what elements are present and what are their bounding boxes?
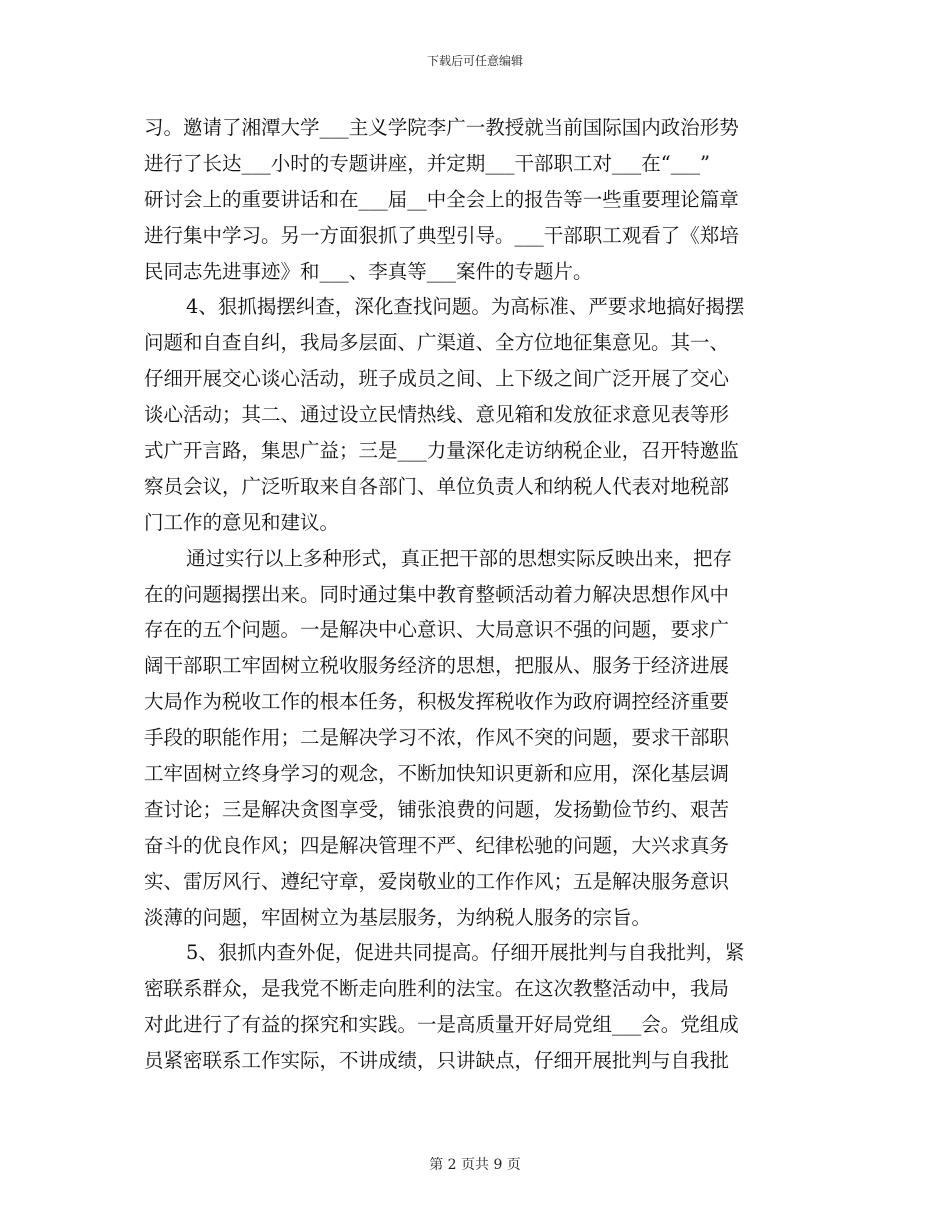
text-line: 民同志先进事迹》和___、李真等___案件的专题片。 [144,259,593,283]
text-line: 查讨论；三是解决贪图享受，铺张浪费的问题，发扬勤俭节约、艰苦 [144,797,730,821]
text-line: 实、雷厉风行、遵纪守章，爱岗敬业的工作作风；五是解决服务意识 [144,869,730,893]
text-line: 察员会议，广泛听取来自各部门、单位负责人和纳税人代表对地税部 [144,474,730,498]
text-line: 手段的职能作用；二是解决学习不浓，作风不突的问题，要求干部职 [144,726,730,750]
paragraph-start-line: 通过实行以上多种形式，真正把干部的思想实际反映出来，把存 [186,546,733,570]
text-line: 员紧密联系工作实际，不讲成绩，只讲缺点，仔细开展批判与自我批 [144,1049,730,1073]
document-body [144,110,824,1079]
page-header: 下载后可任意编辑 [426,54,523,68]
text-line: 淡薄的问题，牢固树立为基层服务，为纳税人服务的宗旨。 [144,905,652,929]
text-line: 密联系群众，是我党不断走向胜利的法宝。在这次教整活动中，我局 [144,977,730,1001]
text-line: 在的问题揭摆出来。同时通过集中教育整顿活动着力解决思想作风中 [144,582,730,606]
text-line: 工牢固树立终身学习的观念，不断加快知识更新和应用，深化基层调 [144,762,730,786]
text-line: 大局作为税收工作的根本任务，积极发挥税收作为政府调控经济重要 [144,690,730,714]
text-line: 奋斗的优良作风；四是解决管理不严、纪律松驰的问题，大兴求真务 [144,833,730,857]
text-line: 进行集中学习。另一方面狠抓了典型引导。___干部职工观看了《郑培 [144,223,739,247]
text-line: 对此进行了有益的探究和实践。一是高质量开好局党组___会。党组成 [144,1013,739,1037]
text-line: 研讨会上的重要讲话和在___届__中全会上的报告等一些重要理论篇章 [144,187,739,211]
text-line: 问题和自查自纠，我局多层面、广渠道、全方位地征集意见。其一、 [144,331,730,355]
paragraph-start-line: 4、狠抓揭摆纠查，深化查找问题。为高标准、严要求地搞好揭摆 [186,295,745,319]
paragraph-start-line: 5、狠抓内查外促，促进共同提高。仔细开展批判与自我批判，紧 [186,941,745,965]
text-line: 式广开言路，集思广益；三是___力量深化走访纳税企业，召开特邀监 [144,439,739,463]
text-line: 仔细开展交心谈心活动，班子成员之间、上下级之间广泛开展了交心 [144,367,730,391]
page-number: 第 2 页共 9 页 [429,1157,521,1173]
text-line: 门工作的意见和建议。 [144,510,340,534]
text-line: 进行了长达___小时的专题讲座，并定期___干部职工对___在“___” [144,151,710,175]
text-line: 阔干部职工牢固树立税收服务经济的思想，把服从、服务于经济进展 [144,654,730,678]
text-line: 存在的五个问题。一是解决中心意识、大局意识不强的问题，要求广 [144,618,730,642]
text-line: 谈心活动；其二、通过设立民情热线、意见箱和发放征求意见表等形 [144,403,730,427]
text-line: 习。邀请了湘潭大学___主义学院李广一教授就当前国际国内政治形势 [144,116,739,139]
